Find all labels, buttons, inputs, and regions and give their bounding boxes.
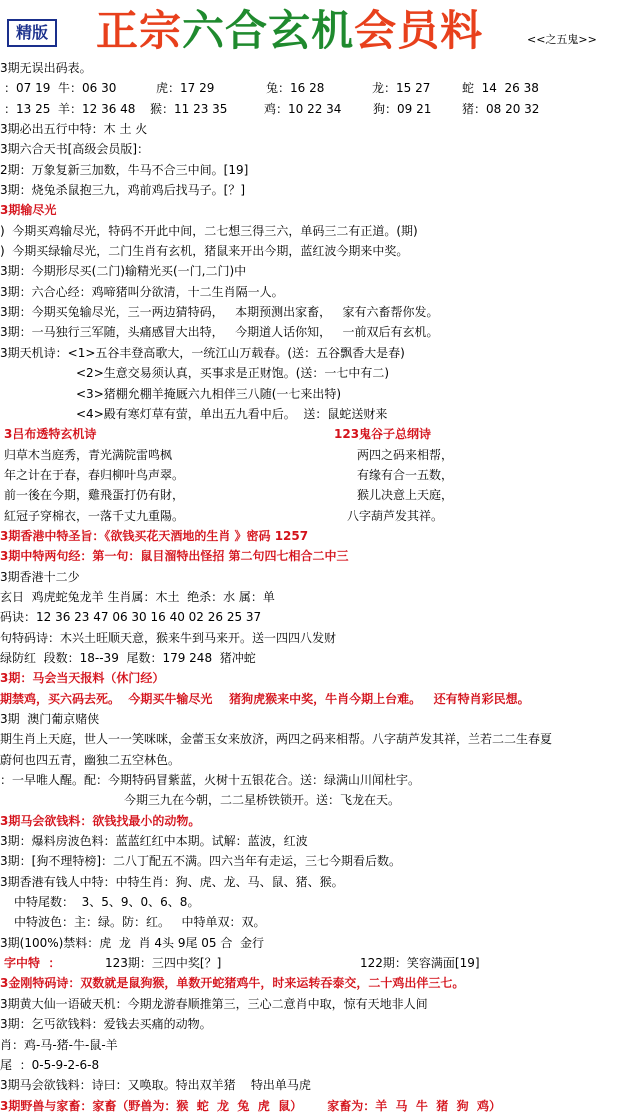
text-line [0, 953, 621, 973]
text-segment: ：13 25 羊：12 36 48 [4, 101, 136, 116]
text-segment: 虎：17 29 [156, 81, 215, 96]
text-line [0, 567, 621, 587]
text-line [0, 709, 621, 729]
text-segment: 期生肖上天庭，世人一一笑咪咪，金蕾玉女来放济，两四之码来相帮。八字葫芦发其祥，兰若二二生春夏 [0, 732, 553, 747]
text-segment: 3期输尽光 [0, 203, 57, 218]
text-segment: 3期：烧兔杀鼠抱三九，鸡前鸡后找马子。[？] [0, 183, 245, 198]
text-line [0, 404, 621, 424]
text-segment: ：07 19 牛：06 30 [4, 81, 117, 96]
text-segment: 3期马会欲钱料：诗曰：又唤取。特出双羊猪 特出单马虎 [0, 1078, 311, 1093]
text-segment: 3期：马会当天报料（休门经） [0, 671, 165, 686]
text-segment: 年之计在于春，春归柳叶鸟声翠。 [4, 467, 185, 482]
text-segment: <3>猪棚允棚羊掩厩六九相伴三八随(一七来出特) [76, 386, 342, 401]
text-line [0, 302, 621, 322]
text-segment: 中特尾数： 3、5、9、0、6、8。 [14, 895, 200, 910]
text-segment: 3吕布透特玄机诗 [4, 427, 97, 442]
text-segment: 紅冠子穿棉衣，一落千丈九重陽。 [4, 508, 185, 523]
title-char: 玄 [268, 6, 312, 55]
text-segment: 123鬼谷子总纲诗 [334, 427, 432, 442]
text-body [0, 58, 621, 1116]
text-segment: 猪：08 20 32 [462, 101, 540, 116]
text-segment: 3期天机诗：<1>五谷丰登高歌大，一统江山万载春。(送：五谷飘香大是春) [0, 345, 405, 360]
text-segment: 3期 澳门葡京赌侠 [0, 712, 100, 726]
text-line [0, 607, 621, 627]
text-segment: 绿防红 段数：18--39 尾数：179 248 猪冲蛇 [0, 650, 256, 665]
title-char: 正 [96, 6, 140, 55]
text-line [0, 790, 621, 810]
text-segment: 中特波色：主：绿。防：红。 中特单双：双。 [14, 915, 266, 930]
text-segment: 肖：鸡-马-猪-牛-鼠-羊 [0, 1037, 118, 1052]
text-segment: 鸡：10 22 34 [264, 101, 342, 116]
text-line [0, 587, 621, 607]
text-segment: 蔚何也四五青，幽独二五空林色。 [0, 752, 181, 767]
text-line [0, 1014, 621, 1034]
text-segment: 句特码诗：木兴土旺顺天意，猴来牛到马来开。送一四四八发财 [0, 630, 337, 645]
text-line [0, 322, 621, 342]
title-char: 机 [311, 6, 355, 55]
text-segment: 狗：09 21 [373, 101, 432, 116]
text-line [0, 200, 621, 220]
text-segment: 前一後在今期，雞飛蛋打仍有財， [4, 488, 185, 503]
text-line [0, 872, 621, 892]
text-segment: 3期中特两句经：第一句：鼠目溜特出怪招 第二句四七相合二中三 [0, 549, 349, 564]
text-segment: 3期香港有钱人中特：中特生肖：狗、虎、龙、马、鼠、猪、猴。 [0, 874, 344, 889]
text-line [0, 831, 621, 851]
text-segment: 尾 ：0-5-9-2-6-8 [0, 1057, 100, 1072]
text-segment: 有缘有合一五数， [357, 467, 454, 482]
text-line [0, 770, 621, 790]
text-line [0, 282, 621, 302]
text-line [0, 973, 621, 993]
text-segment: 两四之码来相帮， [357, 447, 454, 462]
text-line [0, 1035, 621, 1055]
text-segment: 3期黄大仙一语破天机：今期龙游春顺推第三，三心二意肖中取，惊有天地非人间 [0, 996, 428, 1011]
text-line [0, 912, 621, 932]
text-line [0, 465, 621, 485]
page-title [96, 4, 483, 58]
text-line [0, 78, 621, 98]
text-segment: 龙：15 27 [372, 81, 431, 96]
text-segment: 字中特 ： [4, 956, 61, 971]
text-line [0, 180, 621, 200]
text-segment: 3期：六合心经：鸡啼猪叫分欲清，十二生肖隔一人。 [0, 284, 284, 299]
edition-badge: 精版 [7, 19, 57, 47]
title-char: 料 [440, 6, 484, 55]
title-char: 六 [182, 6, 226, 55]
text-segment: 123期：三四中奖[？] [105, 956, 222, 971]
text-line [0, 485, 621, 505]
text-segment: 3期无误出码表。 [0, 61, 92, 75]
text-segment: 3期野兽与家畜：家畜（野兽为：猴 蛇 龙 兔 虎 鼠） 家畜为：羊 马 牛 猪 狗 鸡） [0, 1098, 501, 1113]
text-segment: ) 今期买绿输尽光，二门生肖有玄机，猪鼠来开出今期，蓝红波今期来中奖。 [0, 244, 409, 259]
title-char: 合 [225, 6, 269, 55]
header [0, 0, 621, 58]
text-segment: 码诀：12 36 23 47 06 30 16 40 02 26 25 37 [0, 610, 262, 625]
text-line [0, 994, 621, 1014]
text-segment: <2>生意交易须认真，买事求是正财饱。(送：一七中有二) [76, 366, 390, 381]
text-line [0, 648, 621, 668]
text-line [0, 933, 621, 953]
text-line [0, 729, 621, 749]
text-segment: 3期马会欲钱料：欲钱找最小的动物。 [0, 813, 201, 828]
text-line [0, 99, 621, 119]
text-segment: 今期三九在今朝，二二星桥铁锁开。送：飞龙在天。 [124, 793, 401, 808]
text-segment: 3期(100%)禁料：虎 龙 肖 4头 9尾 05 合 金行 [0, 935, 264, 950]
text-segment: 兔：16 28 [266, 81, 325, 96]
text-segment: 2期：万象复新三加数，牛马不合三中间。[19] [0, 162, 249, 177]
text-line [0, 628, 621, 648]
text-segment: 归草木当庭秀，青光满院雷鸣枫 [4, 447, 173, 462]
text-line [0, 384, 621, 404]
text-segment: 122期：笑容满面[19] [360, 956, 480, 971]
title-char: 宗 [139, 6, 183, 55]
text-segment: 蛇 14 26 38 [462, 81, 539, 96]
text-line [0, 1075, 621, 1095]
text-line [0, 1055, 621, 1075]
text-line [0, 119, 621, 139]
text-segment: 猴：11 23 35 [150, 101, 228, 116]
text-line [0, 445, 621, 465]
text-line [0, 546, 621, 566]
text-line [0, 343, 621, 363]
text-segment: 玄日 鸡虎蛇兔龙羊 生肖属：木土 绝杀：水 属：单 [0, 589, 275, 604]
text-segment: 期禁鸡，买六码去死。 今期买牛输尽光 猪狗虎猴来中奖，牛肖今期上台难。 还有特肖彩民想。 [0, 691, 530, 706]
text-segment: 3金刚特码诗：双数就是鼠狗猴，单数开蛇猪鸡牛，时来运转吞泰交，二十鸡出伴三七。 [0, 976, 465, 991]
text-segment: 3期：[狗不理特榜]：二八丁配五不满。四六当年有走运，三七今期看后数。 [0, 854, 402, 869]
text-segment: 3期香港中特圣旨：《欲钱买花天酒地的生肖 》密码 1257 [0, 528, 309, 543]
text-segment: 八字葫芦发其祥。 [347, 508, 444, 523]
text-segment: 3期必出五行中特：木 土 火 [0, 122, 148, 137]
text-line [0, 160, 621, 180]
issue-tag: <<之五鬼>> [527, 33, 597, 46]
text-segment: ) 今期买鸡输尽光，特码不开此中间，二七想三得三六，单码三二有正道。(期) [0, 223, 418, 238]
text-segment: 3期：乞丐欲钱料：爱钱去买痛的动物。 [0, 1017, 212, 1032]
text-line [0, 811, 621, 831]
text-line [0, 668, 621, 688]
text-line [0, 526, 621, 546]
text-segment: 3期：一马独行三军随，头痛感冒大出特， 今期道人话你知， 一前双后有玄机。 [0, 325, 439, 340]
text-segment: <4>殿有寒灯草有萤，单出五九看中后。 送：鼠蛇送财来 [76, 406, 388, 421]
text-line [0, 506, 621, 526]
text-line [0, 261, 621, 281]
text-line [0, 363, 621, 383]
title-char: 会 [354, 6, 398, 55]
text-line [0, 139, 621, 159]
text-line [0, 241, 621, 261]
text-segment: 3期：今期形尽买(二门)输精光买(一门,二门)中 [0, 264, 247, 279]
text-line [0, 851, 621, 871]
text-segment: ：一早唯人醒。配：今期特码冒紫蓝，火树十五银花合。送：绿满山川闻杜宇。 [0, 773, 421, 788]
text-line [0, 892, 621, 912]
text-segment: 3期六合天书[高级会员版]： [0, 142, 149, 157]
text-segment: 猴儿决意上天庭， [357, 488, 454, 503]
text-line [0, 750, 621, 770]
text-line [0, 221, 621, 241]
text-line [0, 1096, 621, 1116]
text-line [0, 424, 621, 444]
text-line [0, 689, 621, 709]
text-segment: 3期香港十二少 [0, 569, 80, 584]
text-segment: 3期：爆料房波色料：蓝蓝红红中本期。试解：蓝波，红波 [0, 834, 308, 849]
text-line [0, 58, 621, 78]
text-segment: 3期：今期买兔输尽光，三一两边猜特码， 本期预测出家畜， 家有六畜帮你发。 [0, 305, 439, 320]
title-char: 员 [397, 6, 441, 55]
